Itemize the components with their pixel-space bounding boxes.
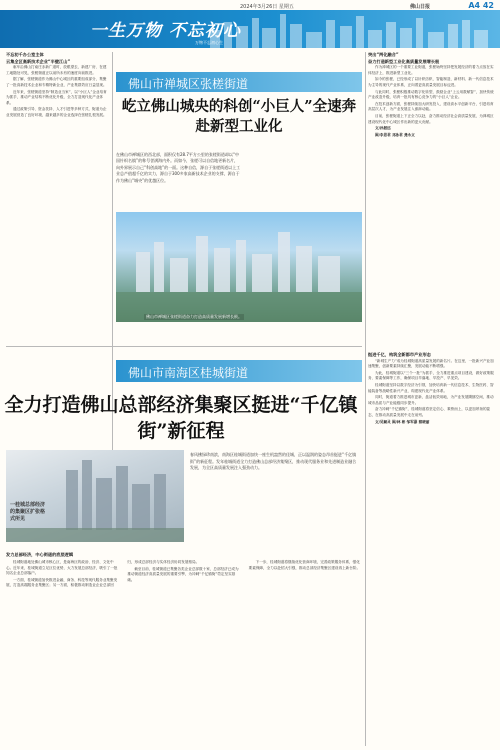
feature-headline: 屹立佛山城央的科创“小巨人”全速奔赴新型工业化	[121, 98, 357, 135]
feature-lead: 春风拂绿珍南滨，南海区桂城街道加快一座生机盎然的佳城，正以温润的姿态昂首挺进“千亿镇街”的新征程。发年桂城街道全力打造佛山总部经济集聚区，推动现代服务业和先进制造业融合发展，为全区高质量发展注入强劲动力。	[190, 452, 357, 471]
section-divider	[6, 346, 362, 347]
body-paragraph: 桂城街道地处佛山城市核心区，是南海区的政治、经济、文化中心。近年来，桂城街道立足区位优势，大力发展总部经济，吸引了一批知名企业总部落户。	[6, 560, 118, 576]
guicheng-body	[6, 552, 362, 746]
edition-name: 佛山日报	[410, 4, 431, 10]
body-text	[6, 560, 362, 589]
zhangcha-aerial-photo	[116, 212, 362, 322]
right-paragraph: 在技术创新方面，张槎持续加大研发投入，建设高水平创新平台，引进培育高层次人才，为产业发展注入澎湃动能。	[368, 101, 494, 112]
right-paragraph: 作为禅城区的一个重要工业街道，张槎始终坚持把发展经济的着力点放在实体经济上，推进新型工业化。	[368, 65, 494, 75]
guicheng-feature	[0, 350, 362, 545]
left-paragraph: 驱车沿佛山打南庄赤新广道时，放眼望去，新建厂房、在建工地随处可见，张槎街道正以前所未有的速度向前推进。	[6, 65, 107, 75]
author-byline	[368, 126, 494, 132]
right-title: 奋力打造新型工业化高质量发展增长极	[368, 58, 440, 64]
feature-headline: 全力打造佛山总部经济集聚区挺进“千亿镇街”新征程	[4, 394, 358, 442]
zhangcha-feature	[116, 52, 362, 322]
body-paragraph: 一方面，桂城街道加快推进金融、商务、科技等现代服务业集聚发展，打造高端服务业集聚区；另一方面，积极推动制造业企业总部回归，形成总部经济与实体经济协同发展格局。	[6, 560, 200, 588]
left-paragraph: 据了解，张槎街道作为佛山中心城区的重要组成部分，集聚了一批高新技术企业和专精特新企业，产业集群效应日益显现。	[6, 77, 107, 87]
right-bottom-paragraph: 桂城街道坚持以数字经济为引领，加快培育新一代信息技术、生物医药、智能装备等战略性新兴产业，构建现代化产业体系。	[368, 382, 494, 393]
body-kicker: 发力总部经济，中心街道的底层逻辑	[6, 552, 74, 557]
right-paragraph: 目前，张槎街道上下正全力以赴，奋力推动经济社会高质量发展，为禅城区建设现代化中心城区作出新的更大贡献。	[368, 113, 494, 124]
section-label-bar	[116, 72, 362, 92]
right-paragraph: 与此同时，张槎积极推动数字化转型，鼓励企业“上云用数赋智”，加快传统产业改造升级，培育一批具有核心竞争力的“小巨人”企业。	[368, 89, 494, 100]
right-bottom-byline: 文/吴颖灵 图/林 彬 邹军嘉 蔡晓丽	[375, 419, 430, 424]
right-bottom-paragraph: “新城生产力”成为桂城街道高质量发展的新名片。在这里，一批新兴产业加速集聚，创新要素持续汇聚，发展动能不断增强。	[368, 358, 494, 369]
byline-label: 文/	[375, 126, 380, 131]
left-paragraph: 通过政策引导、资金扶持、人才引进等多种方式，街道为企业发展营造了良好环境，越来越多的企业选择在张槎扎根发展。	[6, 107, 107, 117]
left-kicker: 不忘初千办公室主体	[6, 52, 44, 57]
banner-subtitle: 万物不忘初心生	[195, 40, 223, 45]
city-photo-graphic	[6, 450, 184, 542]
guicheng-aerial-photo	[6, 450, 184, 542]
city-photo-graphic	[116, 212, 362, 322]
right-bottom-title: 挺进千亿，构筑全新都市产业形态	[368, 352, 431, 357]
banner-title: 一生万物 不忘初心	[90, 21, 241, 41]
section-label: 佛山市禅城区张槎街道	[128, 77, 249, 91]
body-paragraph: 截至目前，桂城街道已集聚各类企业总部数十家，总部经济已成为推动街道经济高质量发展的重要引擎，为冲刺“千亿镇街”奠定坚实基础。	[127, 566, 239, 582]
photo-byline	[368, 133, 494, 139]
photo-caption: 佛山市禅城区张槎街道奋力打造高质量发展新增长极。	[146, 314, 242, 319]
section-label-bar	[116, 360, 362, 382]
left-paragraph: 近年来，张槎街道坚持“制造业当家”，以“小巨人”企业培育为抓手，推动产业结构不断优化升级，全力打造现代化产业体系。	[6, 89, 107, 105]
body-paragraph: 下一步，桂城街道将继续优化营商环境，完善政策服务体系，强化要素保障，全力以赴招大引强，推动总部经济集聚区建设再上新台阶。	[248, 560, 361, 570]
photo-caption: 一桂城总部经济的集聚区扩张格式所见	[10, 502, 46, 522]
right-paragraph: 如今的张槎，已经形成了以针织纺织、智能制造、新材料、新一代信息技术为主导的现代产业体系，正向着更高质量发展目标迈进。	[368, 77, 494, 87]
right-kicker: 突出“两化融合”	[368, 52, 399, 57]
right-column-article	[368, 52, 494, 342]
skyline-graphic	[200, 12, 500, 48]
photo-label: 图/	[375, 132, 380, 137]
issue-date: 2024年3月26日 星期五	[240, 4, 294, 10]
column-divider	[365, 52, 366, 746]
right-bottom-paragraph: 奋力冲刺“千亿镇街”，桂城街道将坚定信心、乘势而上，以更加昂扬的姿态，在推动高质量发展中走在前列。	[368, 407, 491, 417]
page-banner	[0, 10, 500, 48]
dateline	[0, 0, 500, 10]
byline-name: 孙振远	[379, 126, 391, 131]
photo-credit: 李思君 邓泳君 龚永文	[379, 132, 415, 137]
left-title: 云集全区高新技术企业“半壁江山”	[6, 58, 71, 64]
right-bottom-paragraph: 为此，桂城街道以“三个一批”为抓手，全力推进重点项目建设，做好政策服务、要素保障等工作，确保项目早落地、早投产、早见效。	[368, 370, 494, 381]
right-bottom-article	[368, 352, 494, 746]
right-bottom-paragraph: 同时，街道着力推进城市更新，盘活低效用地，为产业发展腾挪空间，推动城市品质与产业能级同步提升。	[368, 395, 494, 405]
feature-lead: 在佛山市禅城区的西北部，面积仅有28.7平方公里的张槎街道却以“中国针织名镇”的称号誉满海内外。而如今，张槎可以自信地更新名片，向外界展示自己“科创高地”的一面。这种自信，源自于张槎街道以上工业总产值超千亿的实力，源自于300多家高新技术企业的支撑，源自于作为佛山“城央”的优越区位。	[116, 152, 241, 183]
section-label: 佛山市南海区桂城街道	[128, 366, 249, 380]
page-number: A4 42	[468, 1, 494, 10]
